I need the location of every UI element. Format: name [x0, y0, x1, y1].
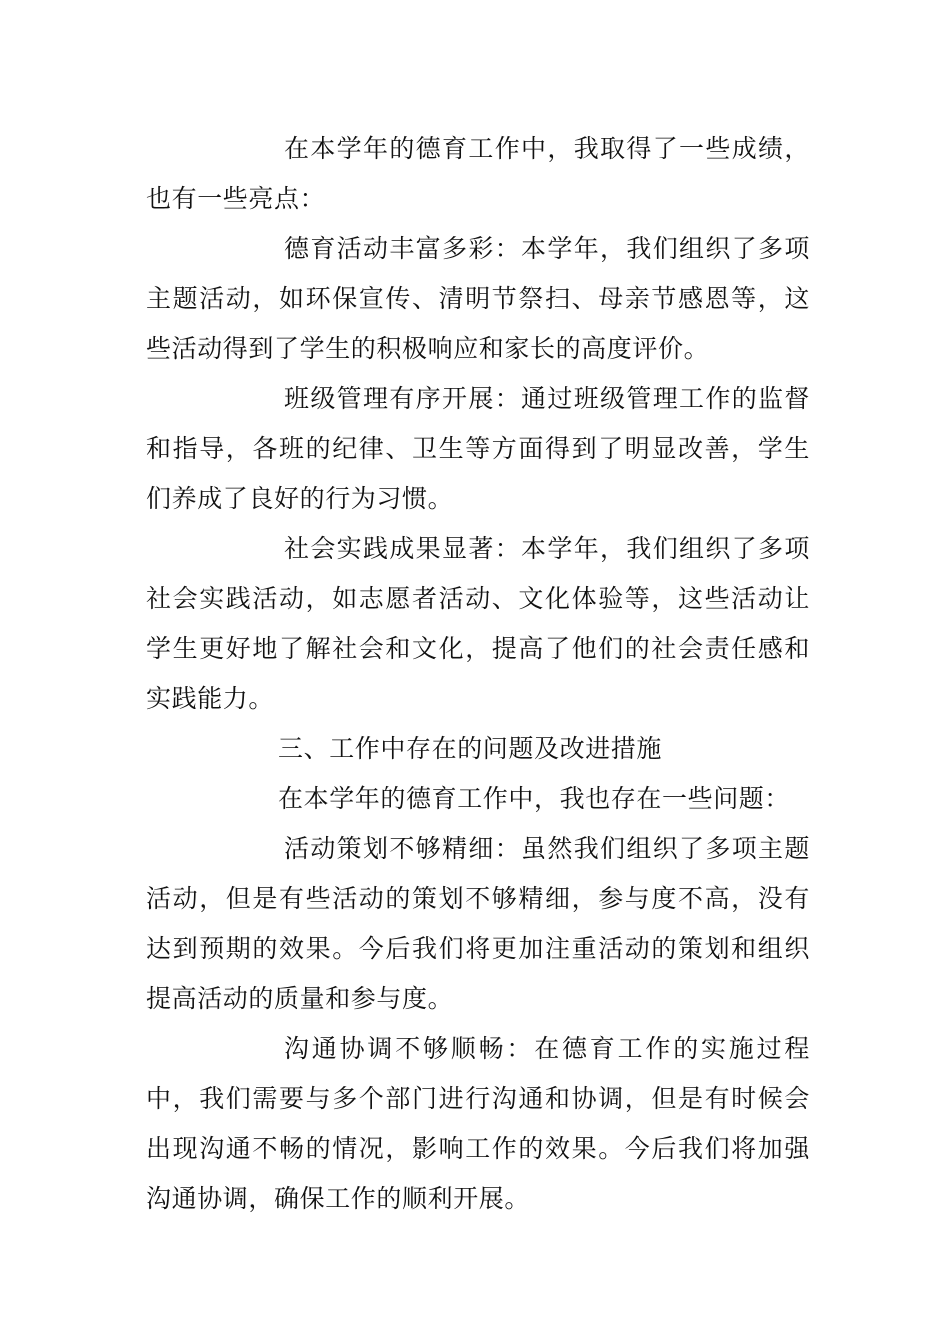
document-body — [146, 124, 810, 1224]
paragraph-highlight-social-practice: 社会实践成果显著：本学年，我们组织了多项社会实践活动，如志愿者活动、文化体验等，这些活动让学生更好地了解社会和文化，提高了他们的社会责任感和实践能力。 — [146, 534, 810, 713]
paragraph-intro: 在本学年的德育工作中，我取得了一些成绩，也有一些亮点： — [146, 134, 810, 213]
paragraph-highlight-class-management: 班级管理有序开展：通过班级管理工作的监督和指导，各班的纪律、卫生等方面得到了明显改善，学生们养成了良好的行为习惯。 — [146, 384, 810, 513]
section-heading: 三、工作中存在的问题及改进措施 — [278, 734, 663, 763]
paragraph-highlight-activities: 德育活动丰富多彩：本学年，我们组织了多项主题活动，如环保宣传、清明节祭扫、母亲节感恩等，这些活动得到了学生的积极响应和家长的高度评价。 — [146, 234, 810, 363]
paragraph-problem-planning: 活动策划不够精细：虽然我们组织了多项主题活动，但是有些活动的策划不够精细，参与度不高，没有达到预期的效果。今后我们将更加注重活动的策划和组织提高活动的质量和参与度。 — [146, 834, 810, 1013]
paragraph-problems-intro: 在本学年的德育工作中，我也存在一些问题： — [278, 784, 791, 813]
paragraph-problem-communication: 沟通协调不够顺畅：在德育工作的实施过程中，我们需要与多个部门进行沟通和协调，但是有时候会出现沟通不畅的情况，影响工作的效果。今后我们将加强沟通协调，确保工作的顺利开展。 — [146, 1034, 810, 1213]
